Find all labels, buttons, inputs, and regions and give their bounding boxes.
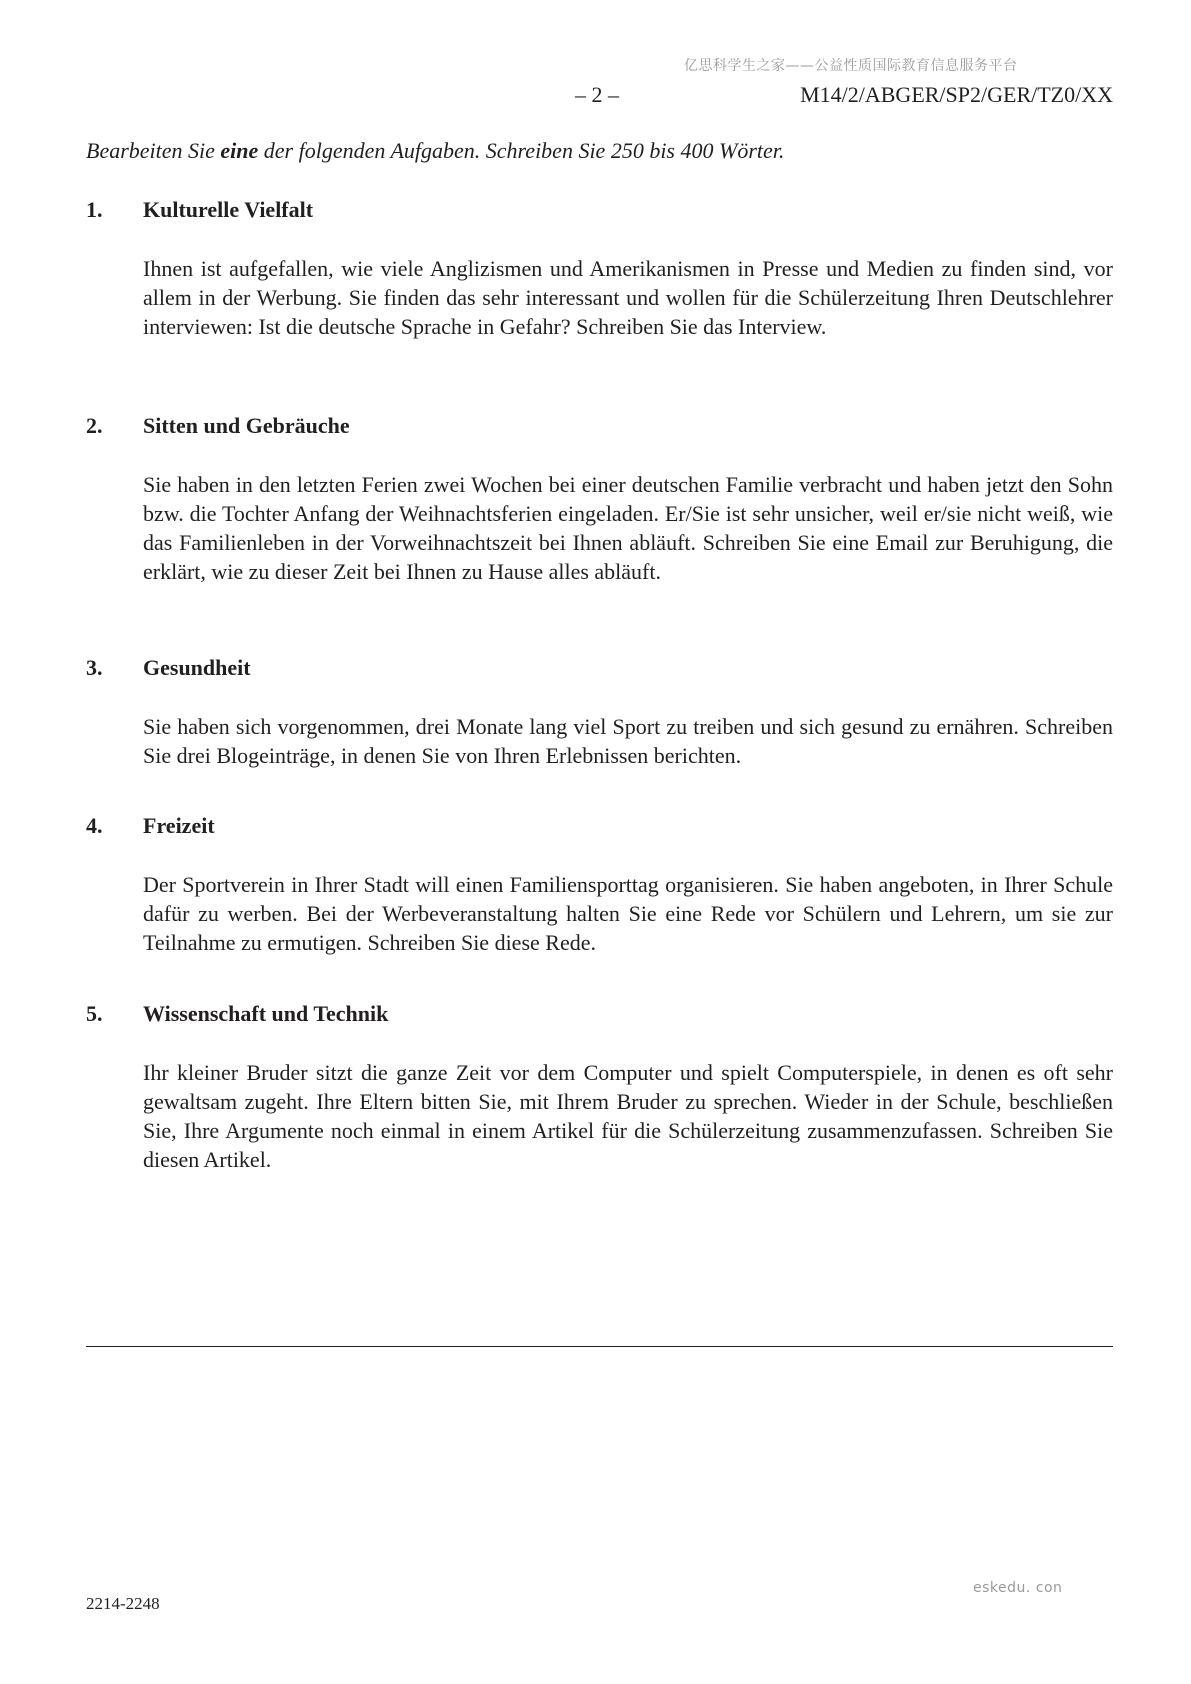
task-heading — [86, 196, 1113, 224]
task-heading — [86, 1000, 1113, 1028]
task-5 — [86, 1000, 1113, 1174]
task-title: Gesundheit — [143, 655, 251, 680]
paper-code: M14/2/ABGER/SP2/GER/TZ0/XX — [800, 82, 1113, 107]
footer-code: 2214-2248 — [86, 1594, 160, 1613]
task-text: Sie haben sich vorgenommen, drei Monate lang viel Sport zu treiben und sich gesund zu ernähren. Schreiben Sie drei Blogeinträge, in denen Sie von Ihren Erlebnissen berichten. — [143, 714, 1113, 768]
task-heading — [86, 412, 1113, 440]
task-heading — [86, 812, 1113, 840]
task-1 — [86, 196, 1113, 412]
task-text: Ihr kleiner Bruder sitzt die ganze Zeit vor dem Computer und spielt Computerspiele, in denen es oft sehr gewaltsam zugeht. Ihre Eltern bitten Sie, mit Ihrem Bruder zu sprechen. Wieder in der Schule, beschließen Sie, Ihre Argumente noch einmal in einem Artikel für die Schülerzeitung zusammenzufassen. Schreiben Sie diesen Artikel. — [143, 1060, 1113, 1172]
task-text: Sie haben in den letzten Ferien zwei Wochen bei einer deutschen Familie verbracht und haben jetzt den Sohn bzw. die Tochter Anfang der Weihnachtsferien eingeladen. Er/Sie ist sehr unsicher, weil er/sie nicht weiß, wie das Familienleben in der Vorweihnachtszeit bei Ihnen abläuft. Schreiben Sie eine Email zur Beruhigung, die erklärt, wie zu dieser Zeit bei Ihnen zu Hause alles abläuft. — [143, 472, 1113, 584]
task-text: Ihnen ist aufgefallen, wie viele Anglizismen und Amerikanismen in Presse und Medien zu finden sind, vor allem in der Werbung. Sie finden das sehr interessant und wollen für die Schülerzeitung Ihren Deutschlehrer interviewen: Ist die deutsche Sprache in Gefahr? Schreiben Sie das Interview. — [143, 256, 1113, 339]
instruction-emphasis: eine — [220, 138, 259, 163]
task-number: 3. — [86, 655, 103, 680]
watermark-bottom: eskedu. con — [973, 1580, 1063, 1596]
task-text: Der Sportverein in Ihrer Stadt will einen Familiensporttag organisieren. Sie haben angeboten, in Ihrer Schule dafür zu werben. Bei der Werbeveranstaltung halten Sie eine Rede vor Schülern und Lehrern, um sie zur Teilnahme zu ermutigen. Schreiben Sie diese Rede. — [143, 872, 1113, 955]
task-2 — [86, 412, 1113, 654]
task-title: Sitten und Gebräuche — [143, 413, 350, 438]
watermark-top: 亿思科学生之家——公益性质国际教育信息服务平台 — [684, 58, 1018, 74]
end-rule — [86, 1346, 1113, 1347]
instruction-start: Bearbeiten Sie — [86, 138, 221, 163]
task-3 — [86, 654, 1113, 812]
page-number: – 2 – — [575, 82, 619, 107]
task-4 — [86, 812, 1113, 1000]
task-title: Kulturelle Vielfalt — [143, 197, 314, 222]
task-title: Wissenschaft und Technik — [143, 1001, 389, 1026]
task-number: 1. — [86, 197, 103, 222]
instruction — [86, 138, 784, 164]
task-list — [86, 196, 1113, 1174]
task-title: Freizeit — [143, 813, 215, 838]
task-number: 4. — [86, 813, 103, 838]
instruction-end: der folgenden Aufgaben. Schreiben Sie 250 bis 400 Wörter. — [258, 138, 785, 163]
task-number: 2. — [86, 413, 103, 438]
task-number: 5. — [86, 1001, 103, 1026]
task-heading — [86, 654, 1113, 682]
